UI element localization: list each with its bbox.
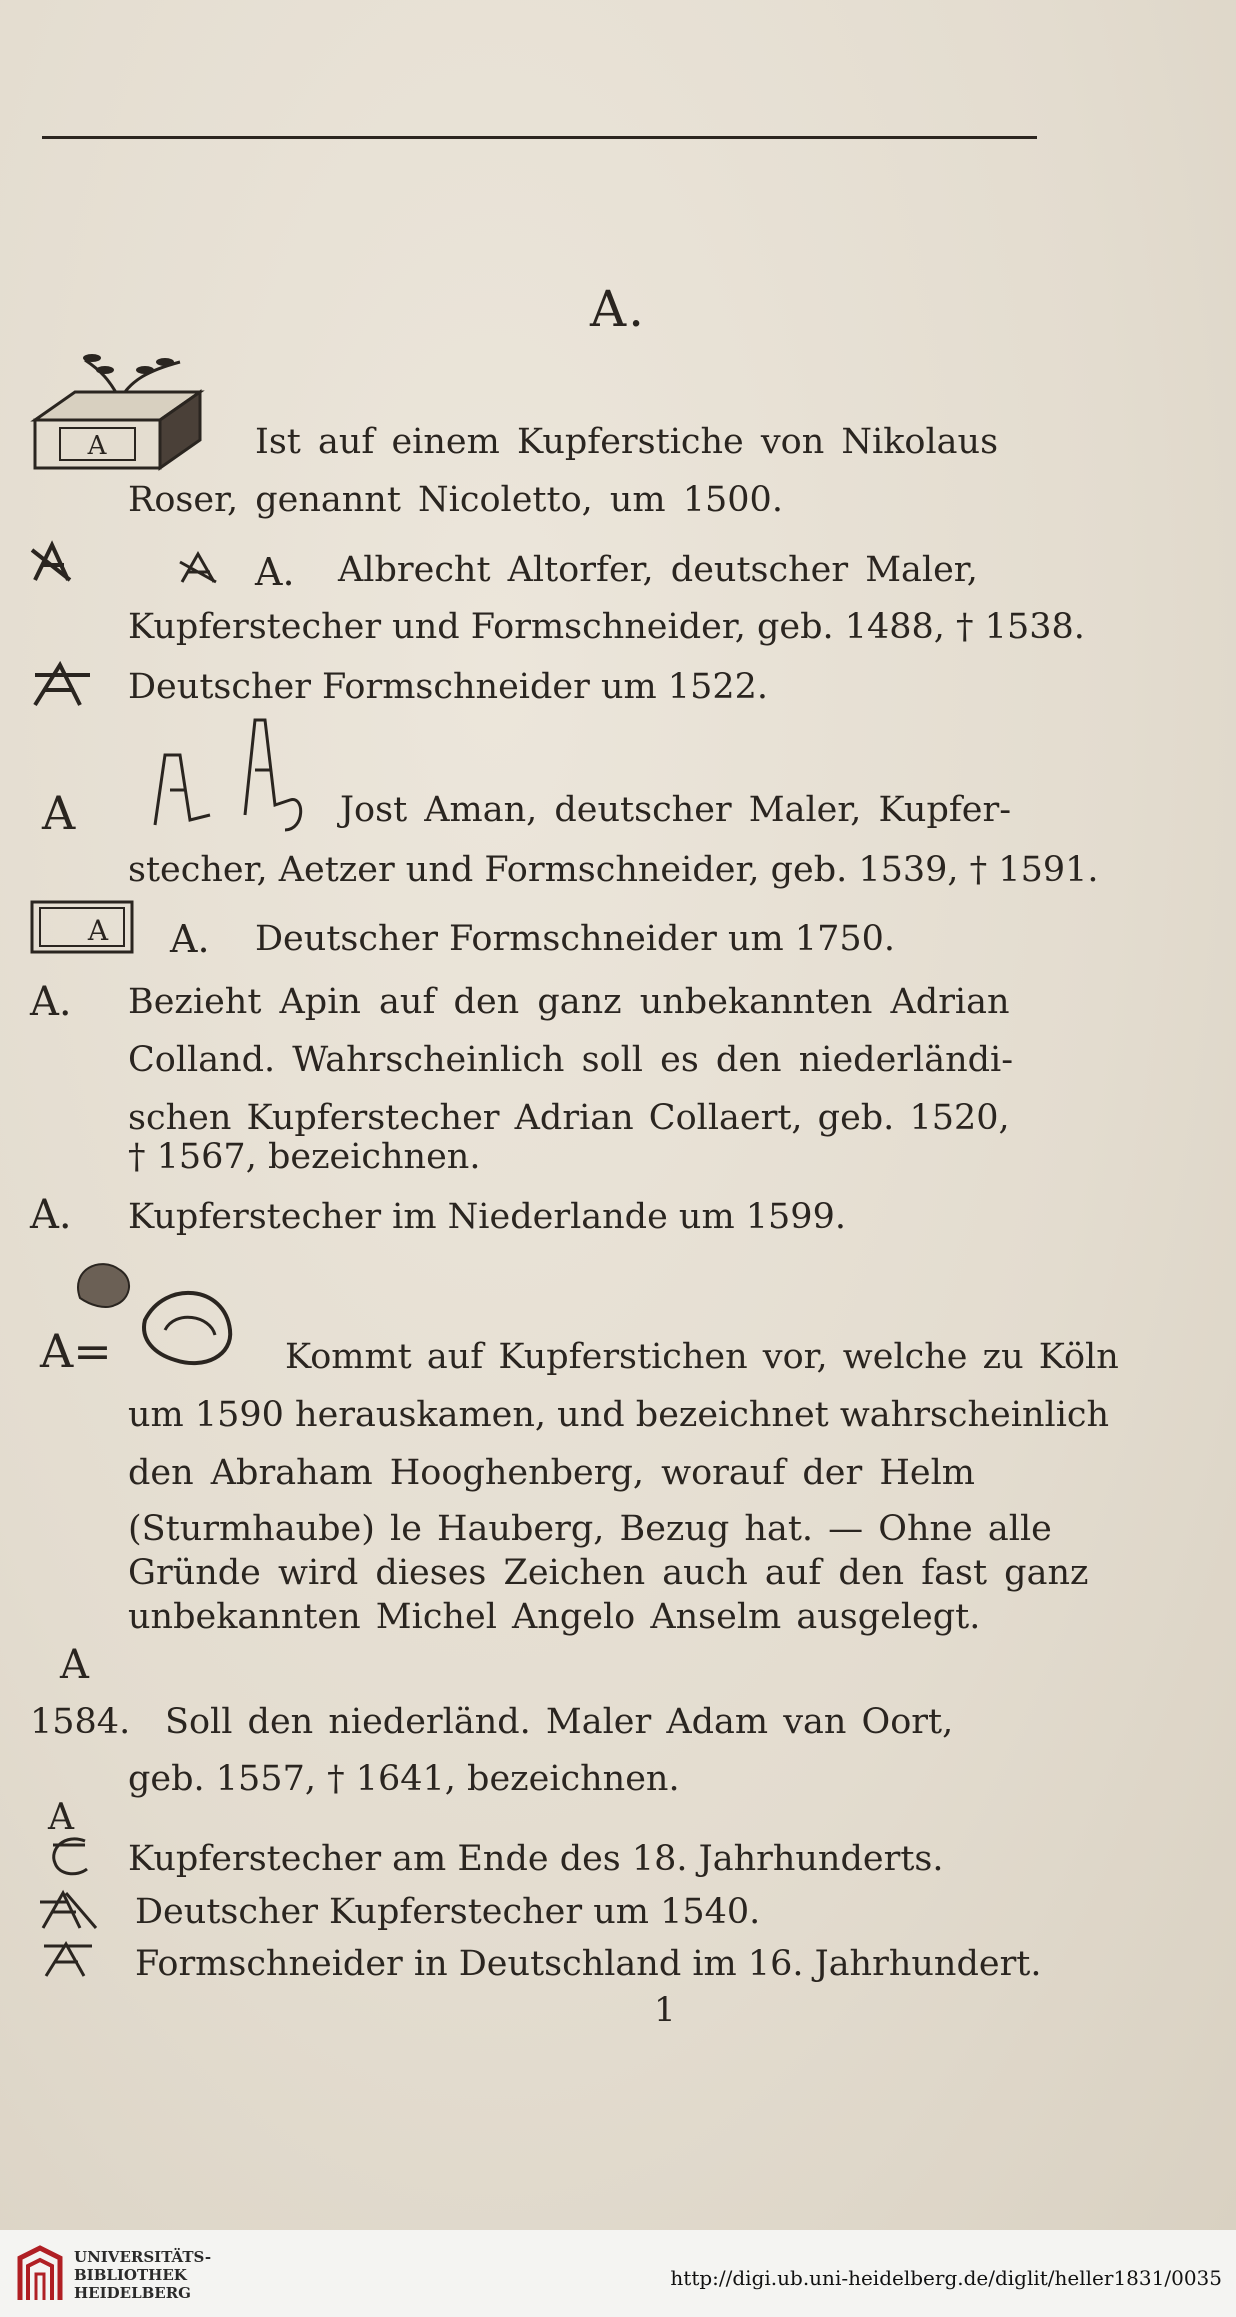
- entry-mark: A.: [170, 917, 210, 961]
- framed-a-monogram-icon: [30, 900, 140, 958]
- laurel-box-monogram-icon: [30, 340, 215, 472]
- entry-mark: A.: [255, 550, 295, 594]
- block-a-monogram-icon: [40, 1940, 100, 1980]
- ligature-a-monogram-icon: [38, 1888, 103, 1932]
- entry-text: schen Kupferstecher Adrian Collaert, geb. 1520,: [128, 1098, 1010, 1138]
- entry-text: geb. 1557, † 1641, bezeichnen.: [128, 1759, 680, 1799]
- entry-text: (Sturmhaube) le Hauberg, Bezug hat. — Ohne alle: [128, 1509, 1052, 1549]
- entry-text: Deutscher Formschneider um 1522.: [128, 667, 768, 707]
- gothic-a-monogram-icon: [30, 660, 100, 710]
- entry-text: den Abraham Hooghenberg, worauf der Helm: [128, 1453, 975, 1493]
- entry-mark: A: [42, 786, 76, 840]
- entry-text: stecher, Aetzer und Formschneider, geb. 1539, † 1591.: [128, 850, 1099, 890]
- entry-text: Kupferstecher im Niederlande um 1599.: [128, 1197, 846, 1237]
- entry-text: Kommt auf Kupferstichen vor, welche zu Köln: [285, 1337, 1119, 1377]
- entry-mark: 1584.: [30, 1702, 131, 1742]
- entry-mark: A=: [40, 1324, 112, 1378]
- entry-text: Formschneider in Deutschland im 16. Jahrhundert.: [135, 1944, 1042, 1984]
- entry-text: Jost Aman, deutscher Maler, Kupfer-: [340, 790, 1012, 830]
- entry-text: Roser, genannt Nicoletto, um 1500.: [128, 480, 783, 520]
- altdorfer-monograms-icon: [30, 540, 245, 590]
- entry-text: Gründe wird dieses Zeichen auch auf den fast ganz: [128, 1553, 1089, 1593]
- header-rule: [42, 136, 1037, 139]
- entry-text: Colland. Wahrscheinlich soll es den niederländi-: [128, 1040, 1014, 1080]
- entry-text: Soll den niederländ. Maler Adam van Oort,: [165, 1702, 954, 1742]
- page-number: 1: [654, 1990, 676, 2030]
- box-letter: A: [87, 914, 109, 947]
- entry-text: Albrecht Altorfer, deutscher Maler,: [338, 550, 978, 590]
- entry-text: um 1590 herauskamen, und bezeichnet wahrscheinlich: [128, 1395, 1110, 1435]
- script-c-monogram-icon: [45, 1835, 95, 1879]
- entry-text: Kupferstecher und Formschneider, geb. 1488, † 1538.: [128, 607, 1085, 647]
- entry-text: Kupferstecher am Ende des 18. Jahrhunderts.: [128, 1839, 944, 1879]
- entry-mark: A.: [30, 979, 72, 1025]
- entry-mark-top: A: [60, 1642, 89, 1688]
- entry-text: Deutscher Kupferstecher um 1540.: [135, 1892, 761, 1932]
- entry-mark: A.: [30, 1192, 72, 1238]
- library-name-line: UNIVERSITÄTS-: [74, 2248, 212, 2266]
- entry-text: † 1567, bezeichnen.: [128, 1137, 481, 1177]
- entry-mark-top: A: [48, 1797, 74, 1838]
- library-name: [74, 2248, 211, 2302]
- library-name-line: HEIDELBERG: [74, 2284, 191, 2302]
- source-url-link[interactable]: http://digi.ub.uni-heidelberg.de/diglit/heller1831/0035: [670, 2266, 1222, 2290]
- section-heading: A.: [589, 280, 646, 338]
- aman-monograms-icon: [140, 710, 320, 840]
- library-logo-icon: [14, 2244, 66, 2304]
- entry-text: Bezieht Apin auf den ganz unbekannten Adrian: [128, 982, 1010, 1022]
- library-name-line: BIBLIOTHEK: [74, 2266, 187, 2284]
- entry-text: unbekannten Michel Angelo Anselm ausgelegt.: [128, 1597, 981, 1637]
- box-letter: A: [87, 431, 107, 461]
- entry-text: Deutscher Formschneider um 1750.: [255, 919, 895, 959]
- entry-text: Ist auf einem Kupferstiche von Nikolaus: [255, 422, 999, 462]
